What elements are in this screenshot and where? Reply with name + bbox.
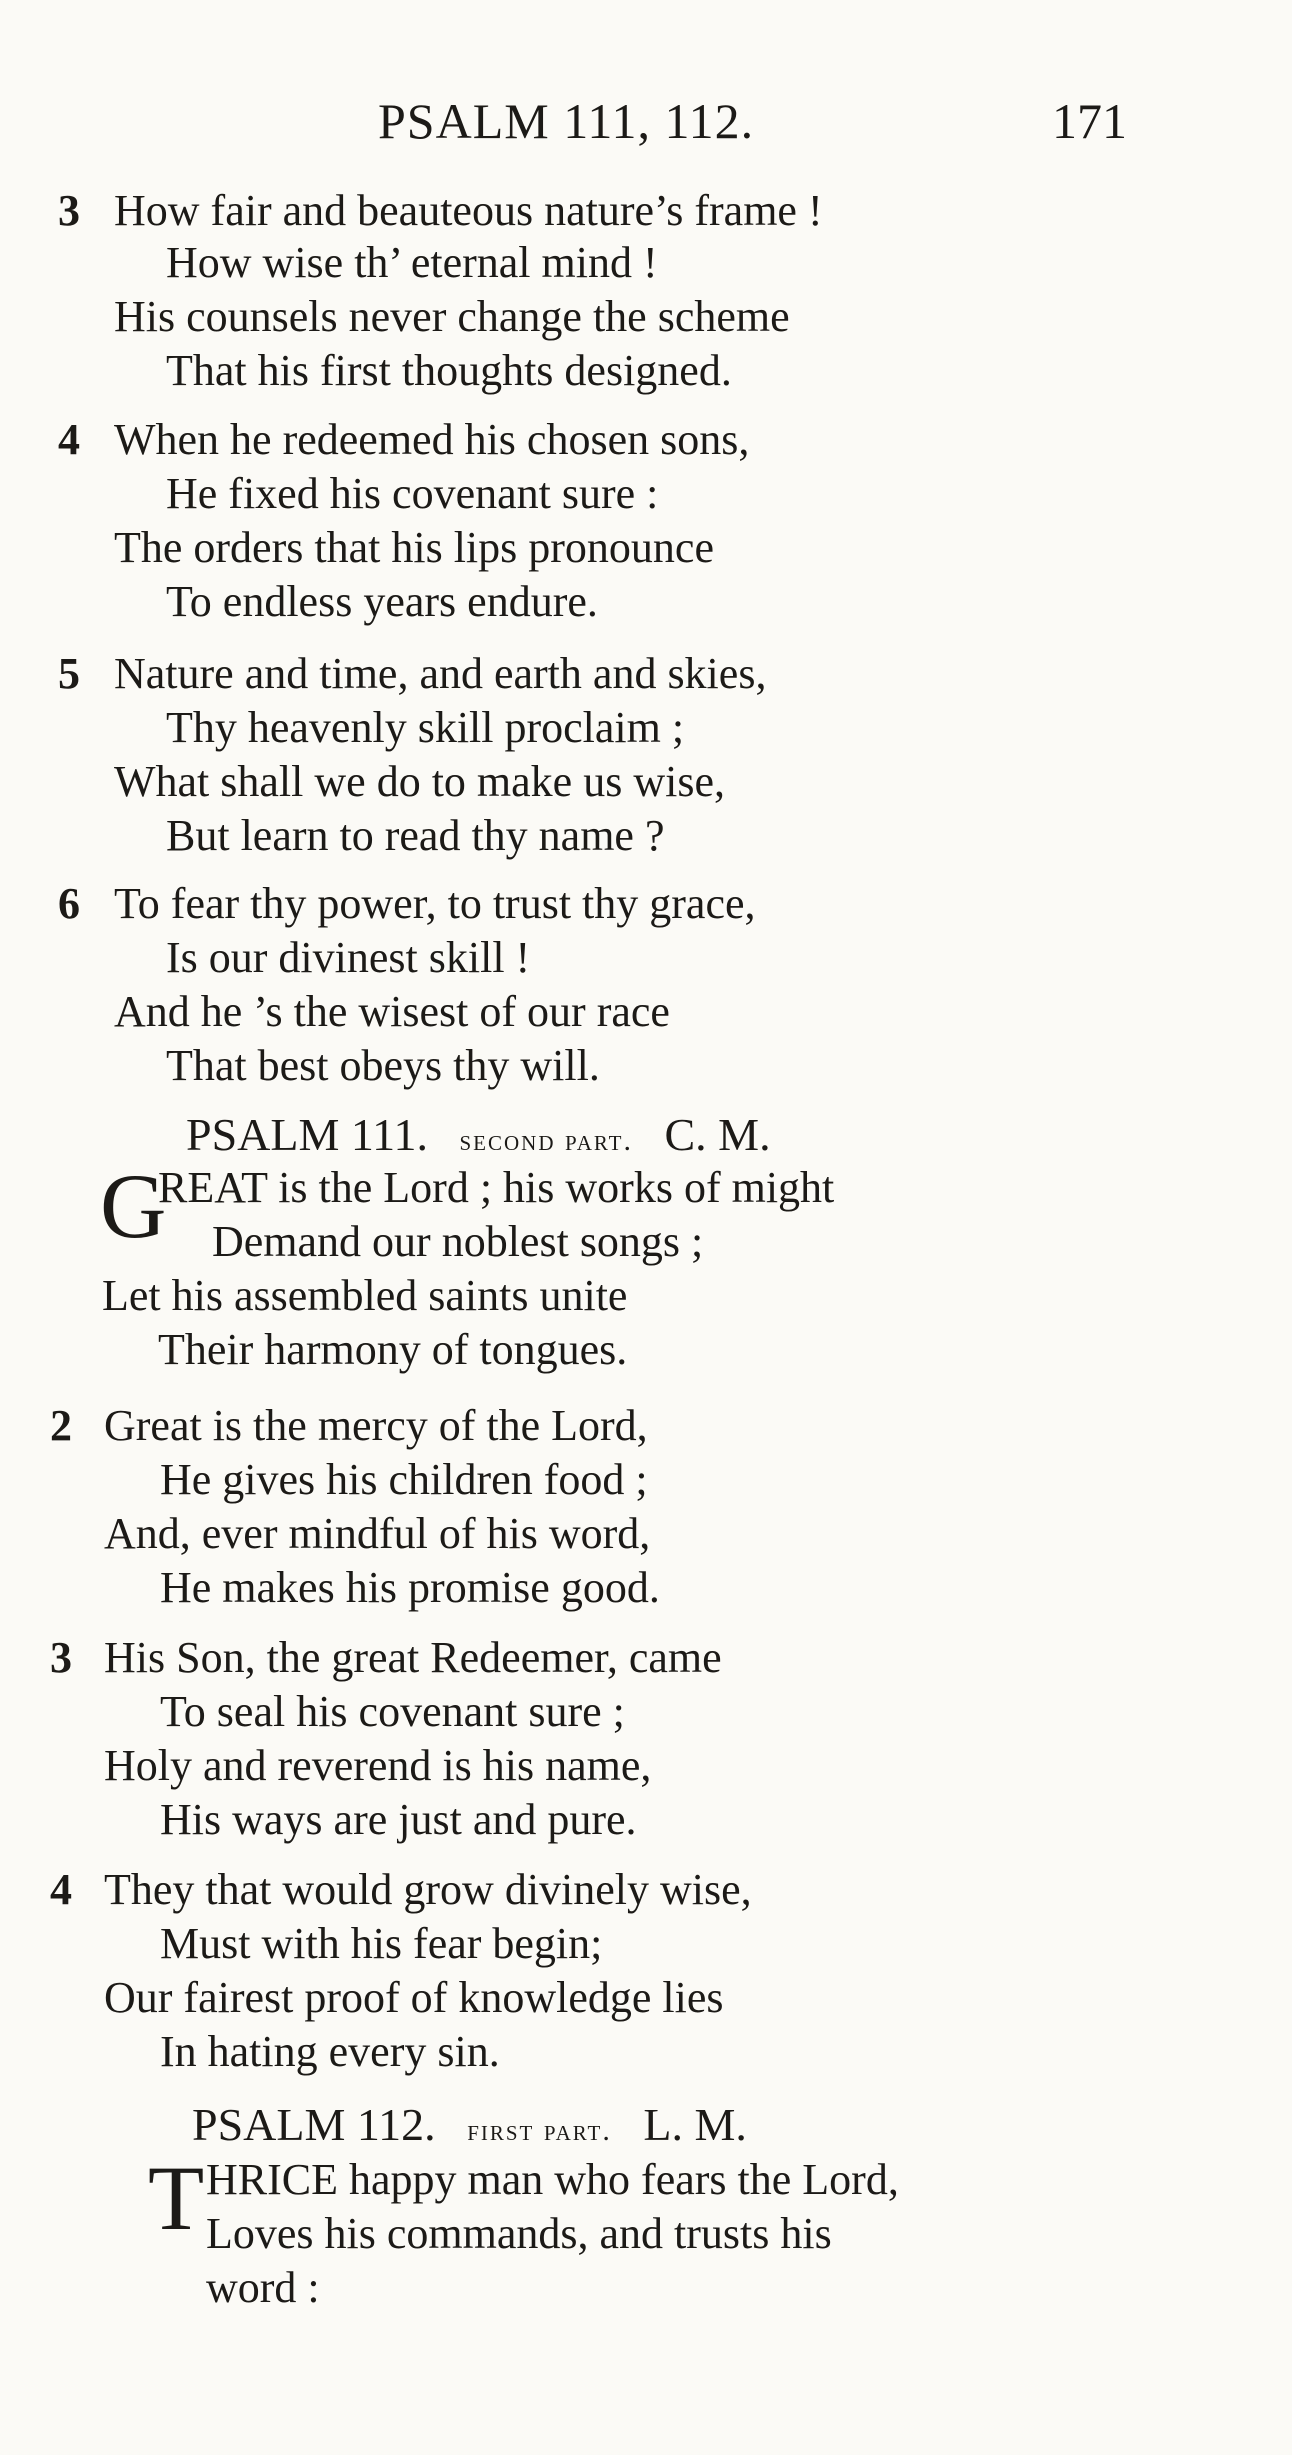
- stanza-number: 3: [58, 186, 80, 235]
- verse-line: How wise th’ eternal mind !: [166, 238, 658, 287]
- verse-line: Let his assembled saints unite: [102, 1271, 628, 1320]
- verse-line: Loves his commands, and trusts his: [206, 2209, 832, 2258]
- verse-line: To fear thy power, to trust thy grace,: [114, 879, 756, 928]
- part-label: first part.: [467, 2114, 612, 2147]
- stanza-number: 3: [50, 1633, 72, 1682]
- psalm-number: PSALM 112.: [192, 2099, 436, 2150]
- verse-line: Great is the mercy of the Lord,: [104, 1401, 648, 1450]
- verse-line: He gives his children food ;: [160, 1455, 648, 1504]
- verse-line: The orders that his lips pronounce: [114, 523, 714, 572]
- running-header: [0, 92, 1292, 162]
- verse-line: Thy heavenly skill proclaim ;: [166, 703, 685, 752]
- verse-line: REAT is the Lord ; his works of might: [158, 1163, 835, 1212]
- verse-line: But learn to read thy name ?: [166, 811, 665, 860]
- verse-line: And he ’s the wisest of our race: [114, 987, 670, 1036]
- verse-line: What shall we do to make us wise,: [114, 757, 725, 806]
- verse-line: That his first thoughts designed.: [166, 346, 732, 395]
- verse-line: That best obeys thy will.: [166, 1041, 600, 1090]
- header-title: PSALM 111, 112.: [378, 93, 755, 149]
- psalm-heading: [186, 1109, 771, 1160]
- stanza-number: 5: [58, 649, 80, 698]
- stanza-number: 4: [58, 415, 80, 464]
- verse-line: HRICE happy man who fears the Lord,: [206, 2155, 899, 2204]
- verse-line: To seal his covenant sure ;: [160, 1687, 625, 1736]
- verse-line: In hating every sin.: [160, 2027, 500, 2076]
- drop-cap: G: [100, 1155, 167, 1257]
- verse-line: When he redeemed his chosen sons,: [114, 415, 750, 464]
- verse-line: They that would grow divinely wise,: [104, 1865, 752, 1914]
- page-number: 171: [1052, 93, 1127, 149]
- verse-line: He makes his promise good.: [160, 1563, 660, 1612]
- drop-cap: T: [148, 2147, 205, 2249]
- stanza-number: 6: [58, 879, 80, 928]
- verse-line: Their harmony of tongues.: [158, 1325, 628, 1374]
- stanza-number: 2: [50, 1401, 72, 1450]
- part-label: second part.: [459, 1124, 633, 1157]
- verse-line: Demand our noblest songs ;: [212, 1217, 704, 1266]
- psalm-number: PSALM 111.: [186, 1109, 428, 1160]
- meter-label: C. M.: [664, 1109, 771, 1160]
- verse-line: He fixed his covenant sure :: [166, 469, 659, 518]
- verse-line: How fair and beauteous nature’s frame !: [114, 186, 823, 235]
- verse-line: To endless years endure.: [166, 577, 598, 626]
- verse-line: And, ever mindful of his word,: [104, 1509, 651, 1558]
- verse-line: Holy and reverend is his name,: [104, 1741, 652, 1790]
- verse-line: His counsels never change the scheme: [114, 292, 790, 341]
- verse-line: Our fairest proof of knowledge lies: [104, 1973, 724, 2022]
- stanza-number: 4: [50, 1865, 72, 1914]
- meter-label: L. M.: [643, 2099, 747, 2150]
- psalm-heading: [192, 2099, 747, 2150]
- verse-line: Nature and time, and earth and skies,: [114, 649, 767, 698]
- verse-line: His Son, the great Redeemer, came: [104, 1633, 722, 1682]
- verse-line: His ways are just and pure.: [160, 1795, 637, 1844]
- verse-line: word :: [206, 2263, 320, 2312]
- verse-line: Is our divinest skill !: [166, 933, 531, 982]
- verse-line: Must with his fear begin;: [160, 1919, 603, 1968]
